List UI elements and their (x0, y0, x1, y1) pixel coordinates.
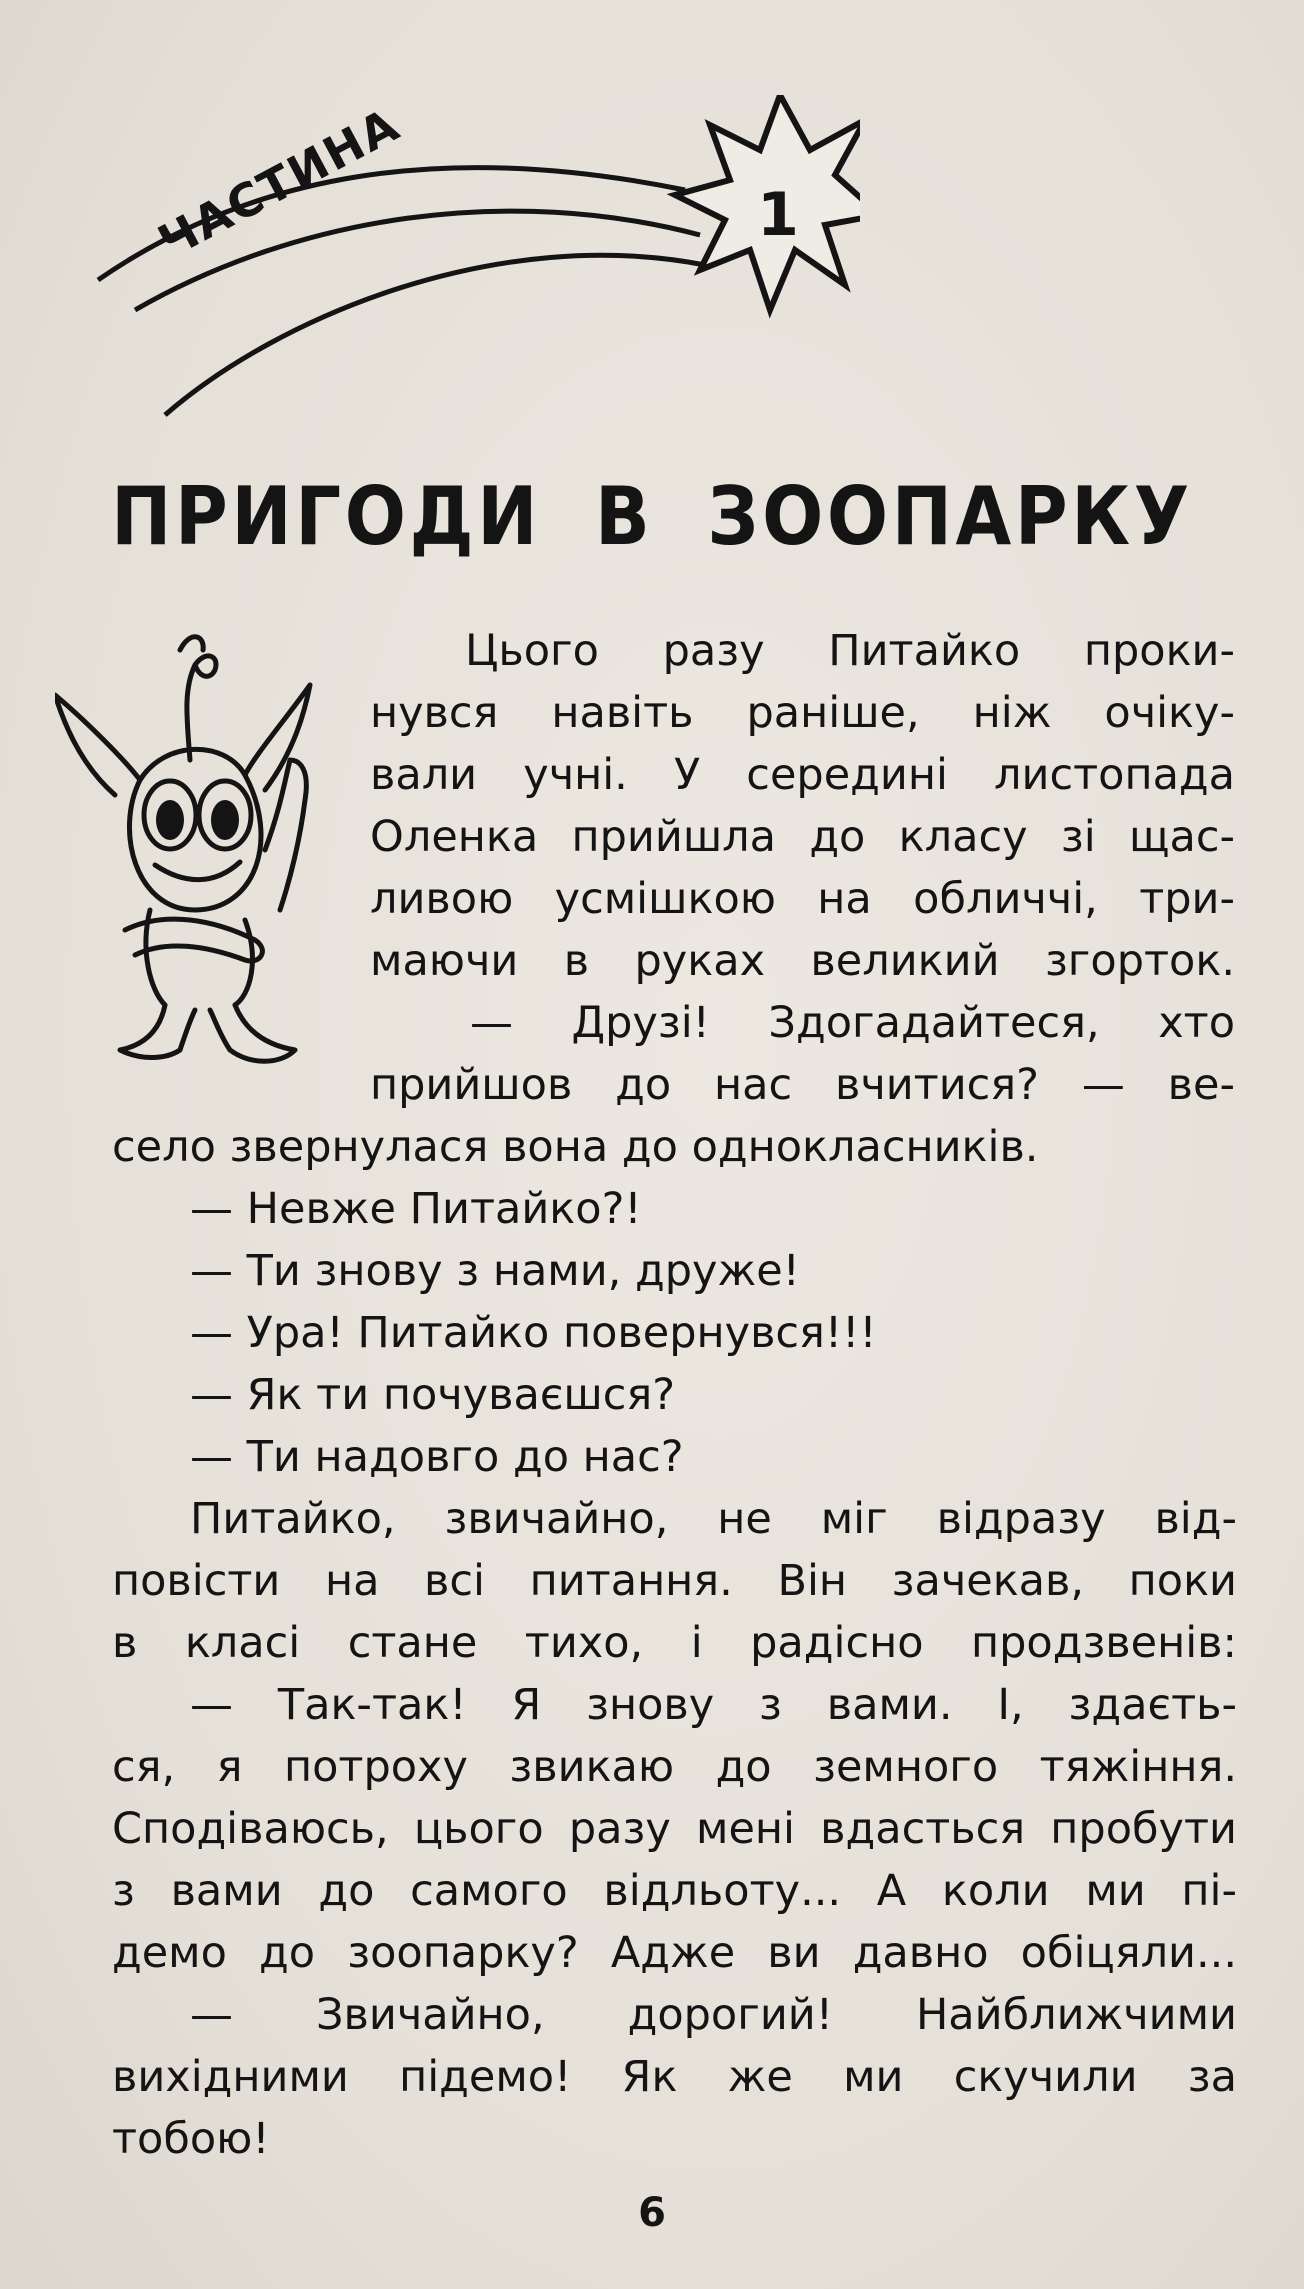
chapter-header-art (80, 95, 860, 425)
text-line: Оленка прийшла до класу зі щас- (370, 812, 1235, 862)
text-line: — Як ти почуваєшся? (190, 1370, 676, 1420)
text-line: ся, я потроху звикаю до земного тяжіння. (112, 1742, 1237, 1792)
text-line: вихідними підемо! Як же ми скучили за (112, 2052, 1237, 2102)
text-line: — Ти знову з нами, друже! (190, 1246, 800, 1296)
text-line: тобою! (112, 2114, 270, 2164)
pytaiko-mascot-illustration (55, 610, 345, 1080)
text-line: — Друзі! Здогадайтеся, хто (470, 998, 1235, 1048)
text-line: — Ти надовго до нас? (190, 1432, 684, 1482)
text-line: нувся навіть раніше, ніж очіку- (370, 688, 1235, 738)
text-line: село звернулася вона до однокласників. (112, 1122, 1039, 1172)
chapter-number: 1 (757, 180, 799, 250)
chapter-title: ПРИГОДИ В ЗООПАРКУ (111, 470, 1193, 563)
text-line: в класі стане тихо, і радісно продзвенів: (112, 1618, 1237, 1668)
text-line: — Так-так! Я знову з вами. І, здаєть- (190, 1680, 1237, 1730)
text-line: вали учні. У середині листопада (370, 750, 1235, 800)
page-number: 6 (638, 2190, 666, 2236)
text-line: — Ура! Питайко повернувся!!! (190, 1308, 877, 1358)
text-line: демо до зоопарку? Адже ви давно обіцяли... (112, 1928, 1237, 1978)
text-line: — Невже Питайко?! (190, 1184, 642, 1234)
text-line: — Звичайно, дорогий! Найближчими (190, 1990, 1237, 2040)
text-line: повісти на всі питання. Він зачекав, поки (112, 1556, 1237, 1606)
chapter-label: ЧАСТИНА (149, 97, 409, 269)
text-line: ливою усмішкою на обличчі, три- (370, 874, 1235, 924)
text-line: Цього разу Питайко проки- (465, 626, 1235, 676)
text-line: Сподіваюсь, цього разу мені вдасться пробути (112, 1804, 1237, 1854)
text-line: з вами до самого відльоту... А коли ми пі- (112, 1866, 1237, 1916)
comet-tail-inner (165, 255, 705, 415)
text-line: прийшов до нас вчитися? — ве- (370, 1060, 1235, 1110)
text-line: маючи в руках великий згорток. (370, 936, 1235, 986)
text-line: Питайко, звичайно, не міг відразу від- (190, 1494, 1237, 1544)
